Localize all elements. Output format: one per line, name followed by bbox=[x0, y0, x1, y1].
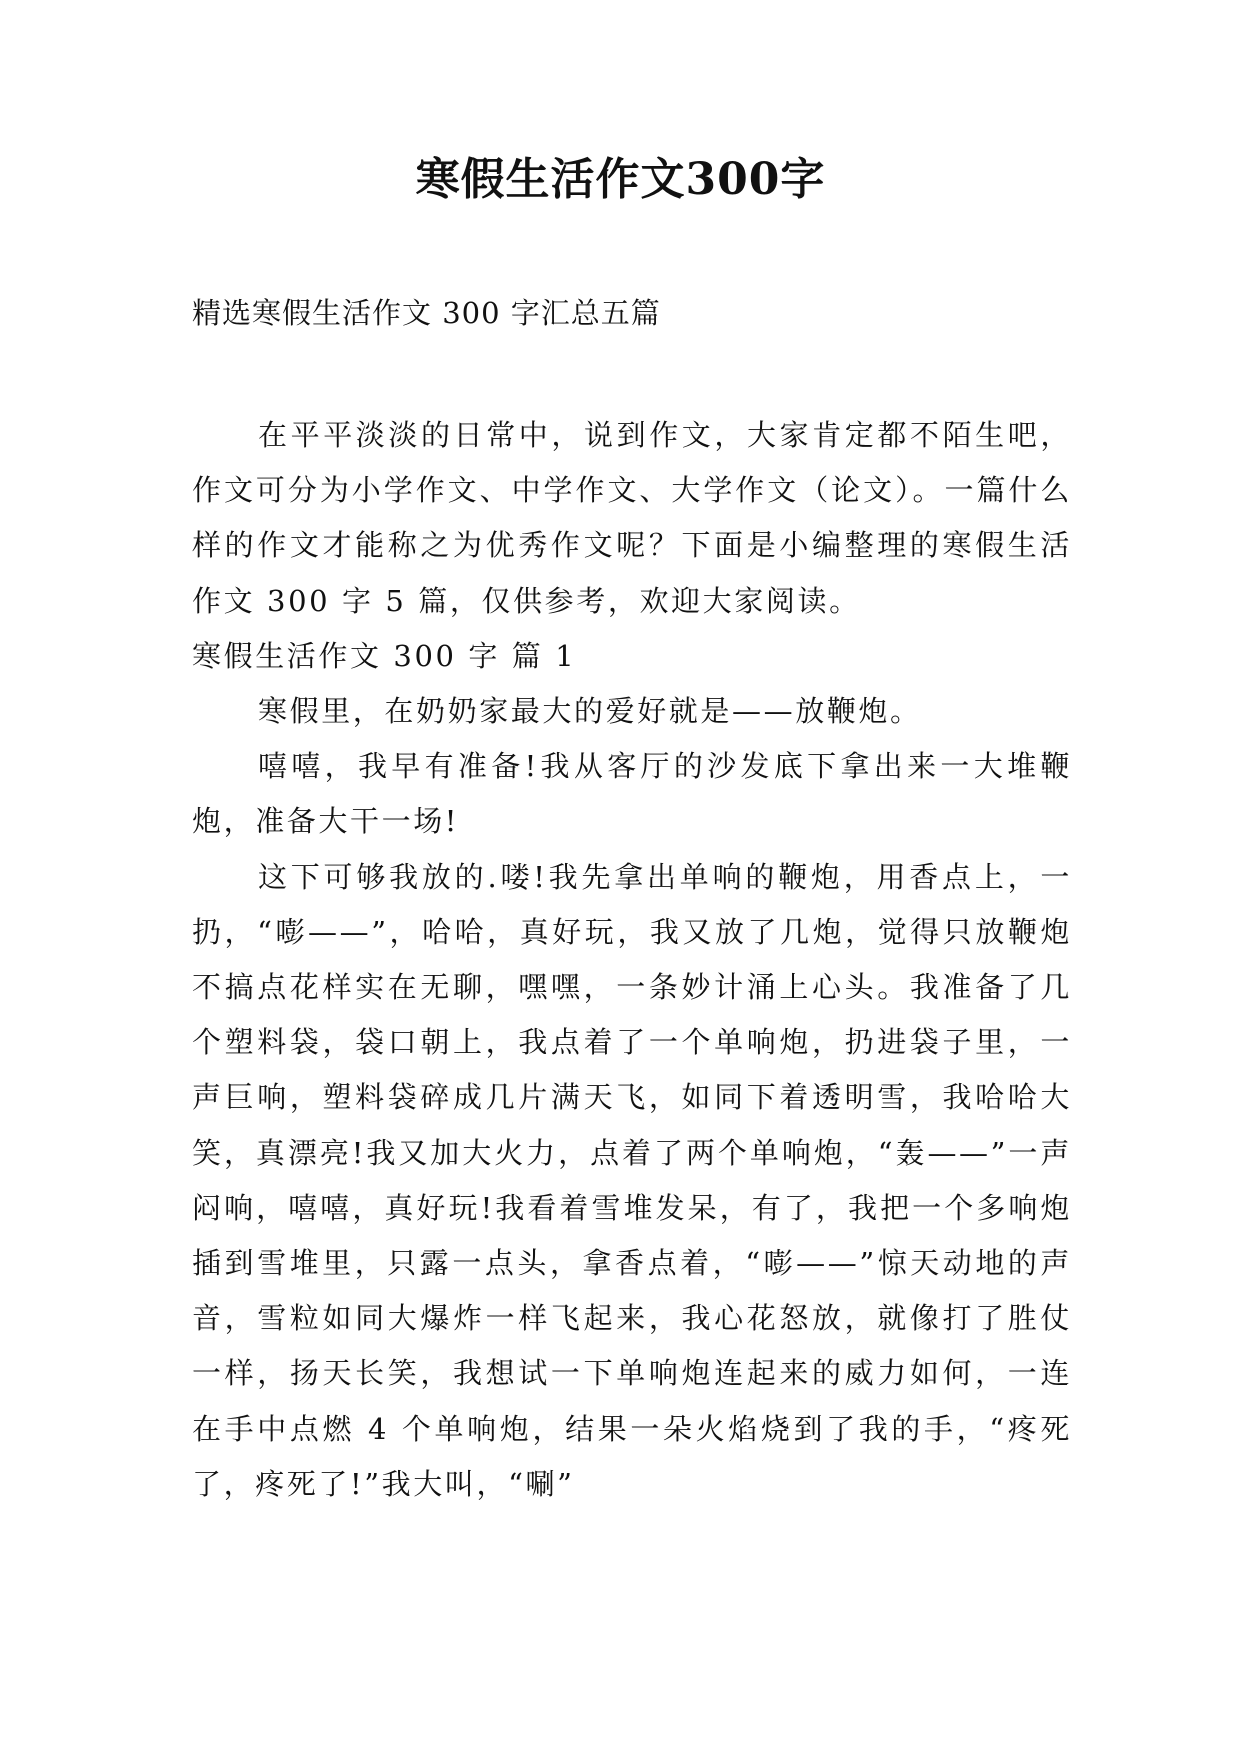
body-paragraph: 寒假里，在奶奶家最大的爱好就是——放鞭炮。 bbox=[258, 694, 922, 729]
body-paragraph: 这下可够我放的.喽!我先拿出单响的鞭炮，用香点上，一扔，“嘭——”，哈哈，真好玩，我又放了几炮，觉得只放鞭炮不搞点花样实在无聊，嘿嘿，一条妙计涌上心头。我准备了几个塑料袋，袋口朝上，我点着了一个单响炮，扔进袋子里，一声巨响，塑料袋碎成几片满天飞，如同下着透明雪，我哈哈大笑，真漂亮!我又加大火力，点着了两个单响炮，“轰——”一声闷响，嘻嘻，真好玩!我看着雪堆发呆，有了，我把一个多响炮插到雪堆里，只露一点头，拿香点着，“嘭——”惊天动地的声音，雪粒如同大爆炸一样飞起来，我心花怒放，就像打了胜仗一样，扬天长笑，我想试一下单响炮连起来的威力如何，一连在手中点燃 4 个单响炮，结果一朵火焰烧到了我的手，“疼死了，疼死了!”我大叫，“唰” bbox=[192, 859, 1072, 1501]
document-title: 寒假生活作文300字 bbox=[415, 154, 826, 205]
body-paragraph: 嘻嘻，我早有准备!我从客厅的沙发底下拿出来一大堆鞭炮，准备大干一场! bbox=[192, 749, 1072, 839]
document-subtitle: 精选寒假生活作文 300 字汇总五篇 bbox=[192, 296, 661, 330]
section-heading: 寒假生活作文 300 字 篇 1 bbox=[192, 638, 577, 673]
intro-paragraph: 在平平淡淡的日常中，说到作文，大家肯定都不陌生吧，作文可分为小学作文、中学作文、大学作文（论文）。一篇什么样的作文才能称之为优秀作文呢？下面是小编整理的寒假生活作文 300 字 5 篇，仅供参考，欢迎大家阅读。 bbox=[192, 418, 1072, 618]
document-body bbox=[192, 408, 1072, 1512]
